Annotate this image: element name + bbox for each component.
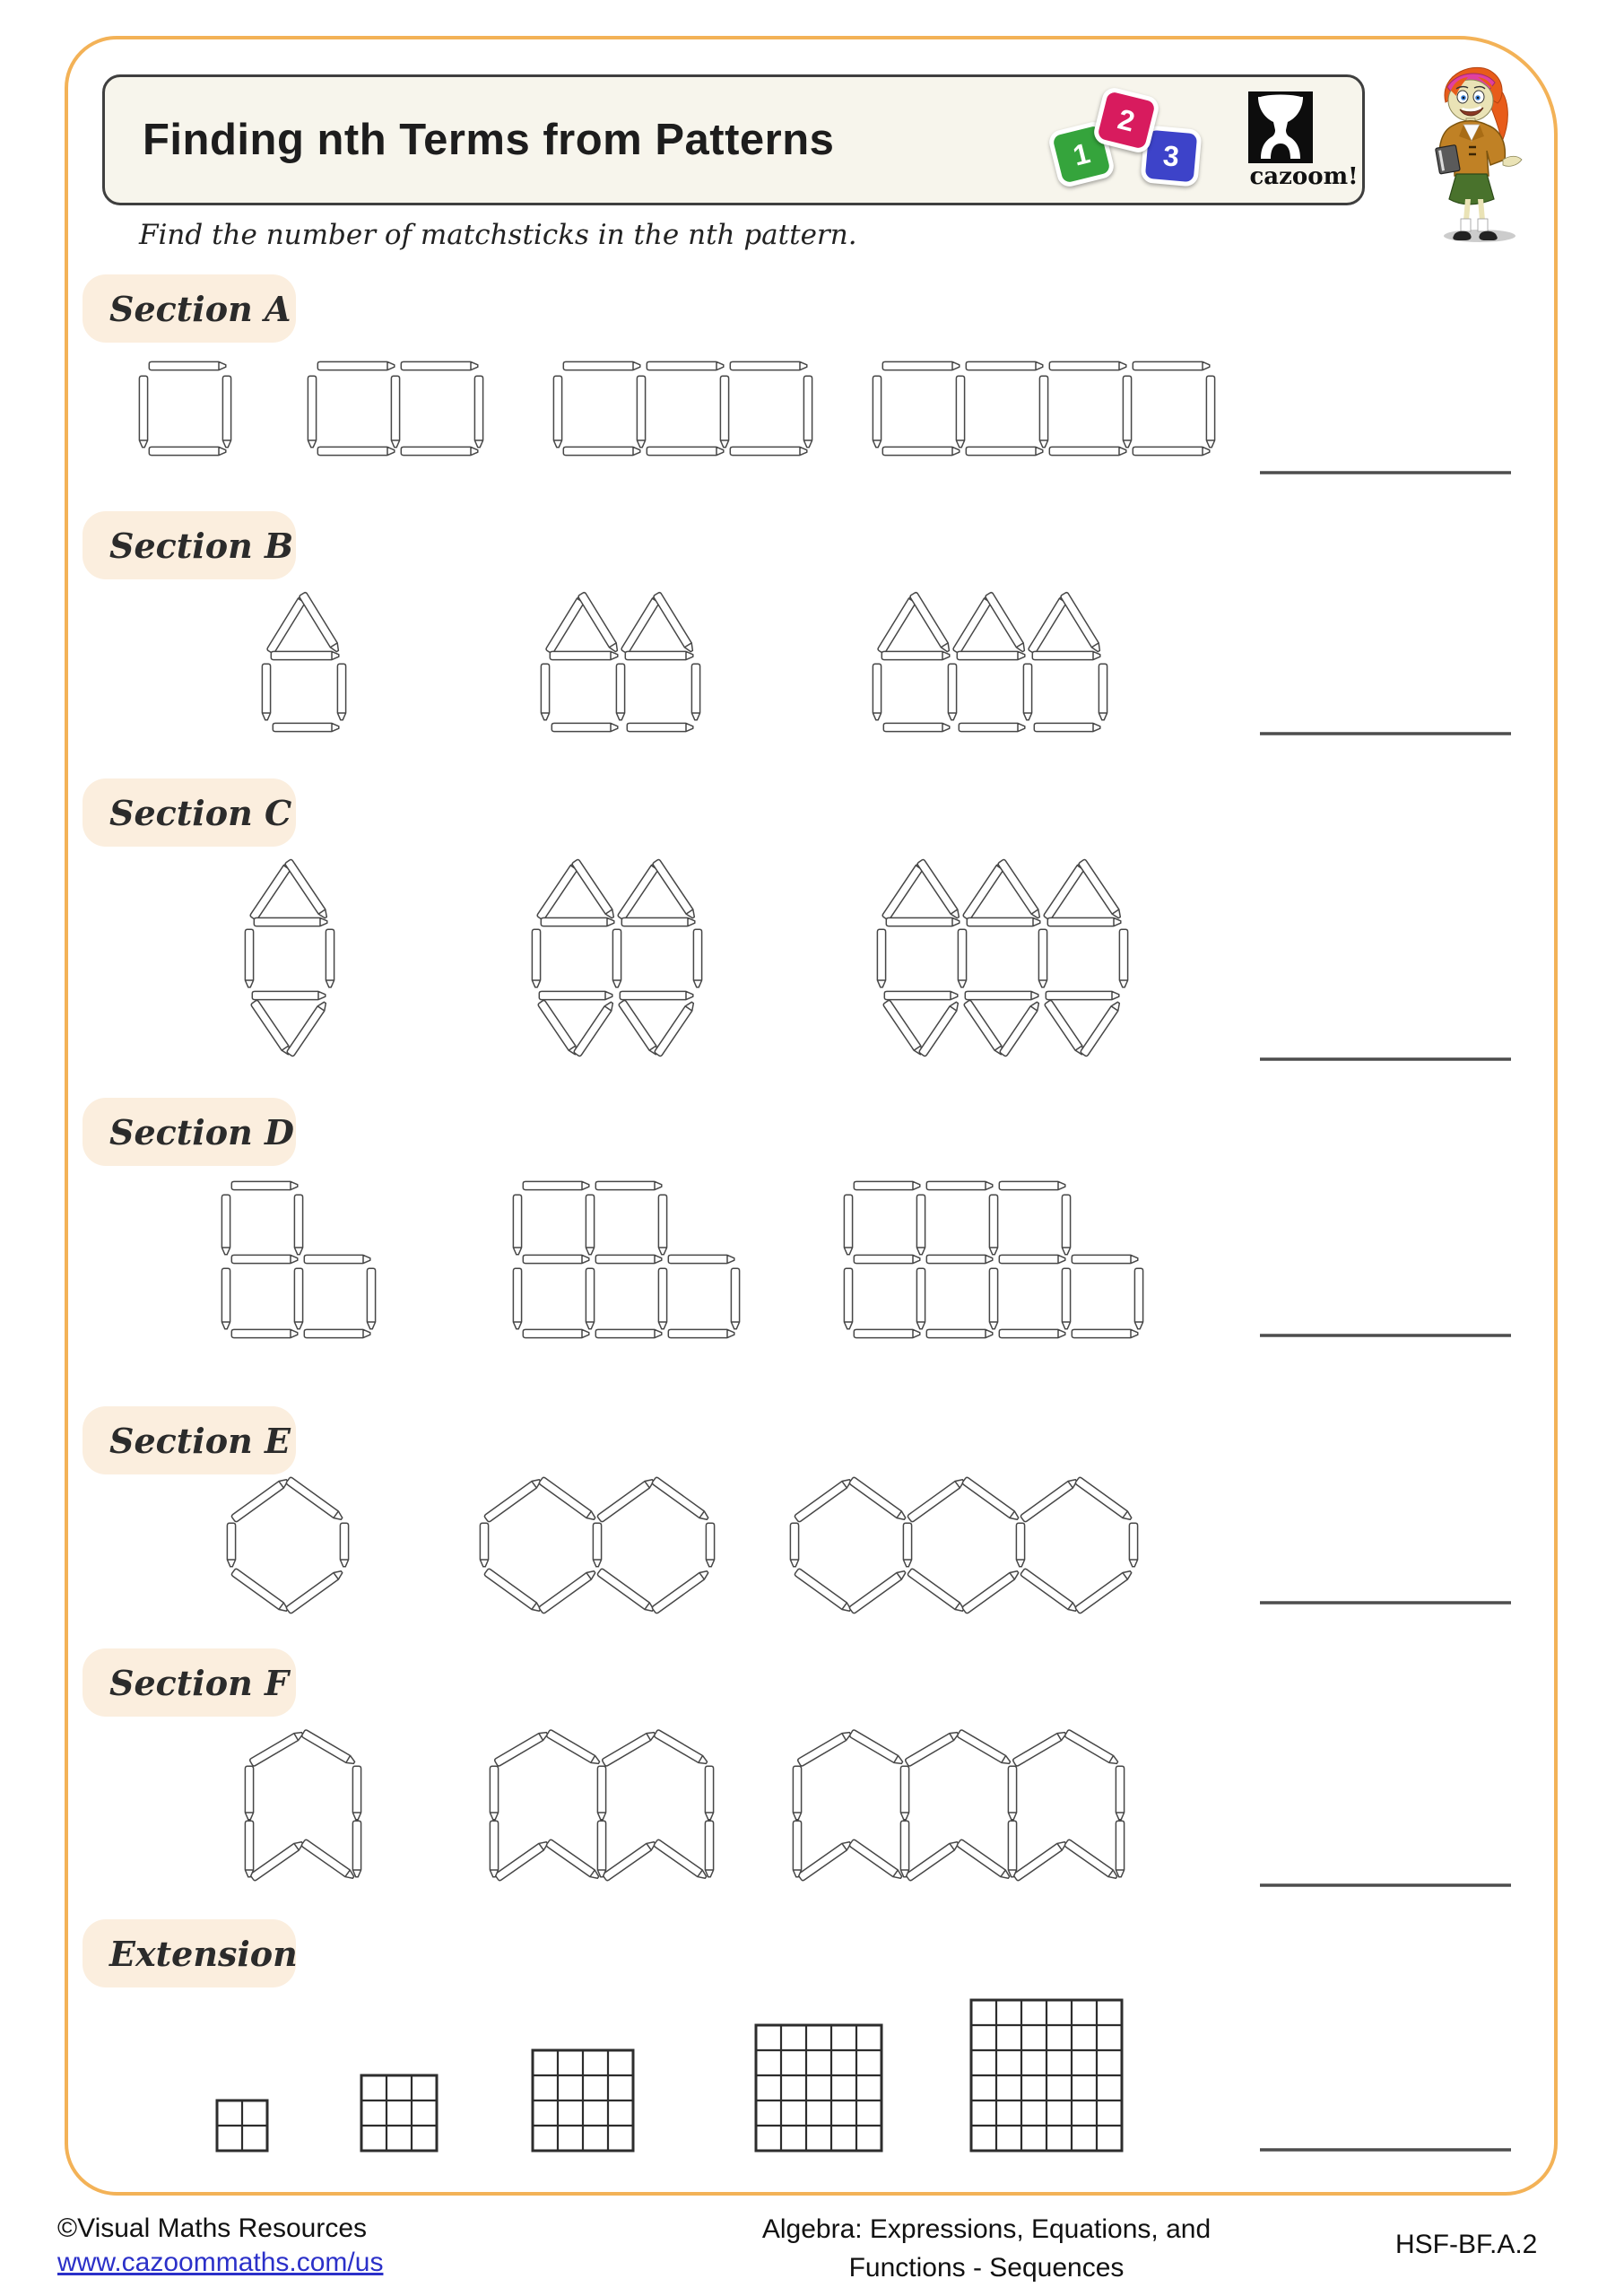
section-e-label-text: Section E <box>109 1420 291 1461</box>
extension-label-text: Extension <box>109 1933 298 1974</box>
footer-topic-line2: Functions - Sequences <box>848 2253 1125 2283</box>
footer-topic-line1: Algebra: Expressions, Equations, and <box>761 2214 1211 2244</box>
section-c-label-text: Section C <box>109 792 292 833</box>
worksheet-instruction: Find the number of matchsticks in the nth pattern. <box>139 219 857 251</box>
section-d-label-text: Section D <box>109 1111 294 1152</box>
footer-website-link[interactable]: www.cazoommaths.com/us <box>57 2248 384 2277</box>
footer-copyright: ©Visual Maths Resources <box>57 2213 368 2243</box>
section-f-label-text: Section F <box>109 1662 289 1703</box>
page-title: Finding nth Terms from Patterns <box>143 116 835 164</box>
number-block-3-text: 3 <box>1161 138 1181 173</box>
section-b-label-text: Section B <box>109 525 294 566</box>
footer-topic <box>717 2210 1255 2287</box>
section-a-label-text: Section A <box>109 288 291 329</box>
cazoom-wordmark: cazoom! <box>1249 163 1359 190</box>
number-block-2-text: 2 <box>1115 101 1139 138</box>
number-block-1-text: 1 <box>1069 135 1093 172</box>
footer-standard-code: HSF-BF.A.2 <box>1395 2230 1538 2259</box>
